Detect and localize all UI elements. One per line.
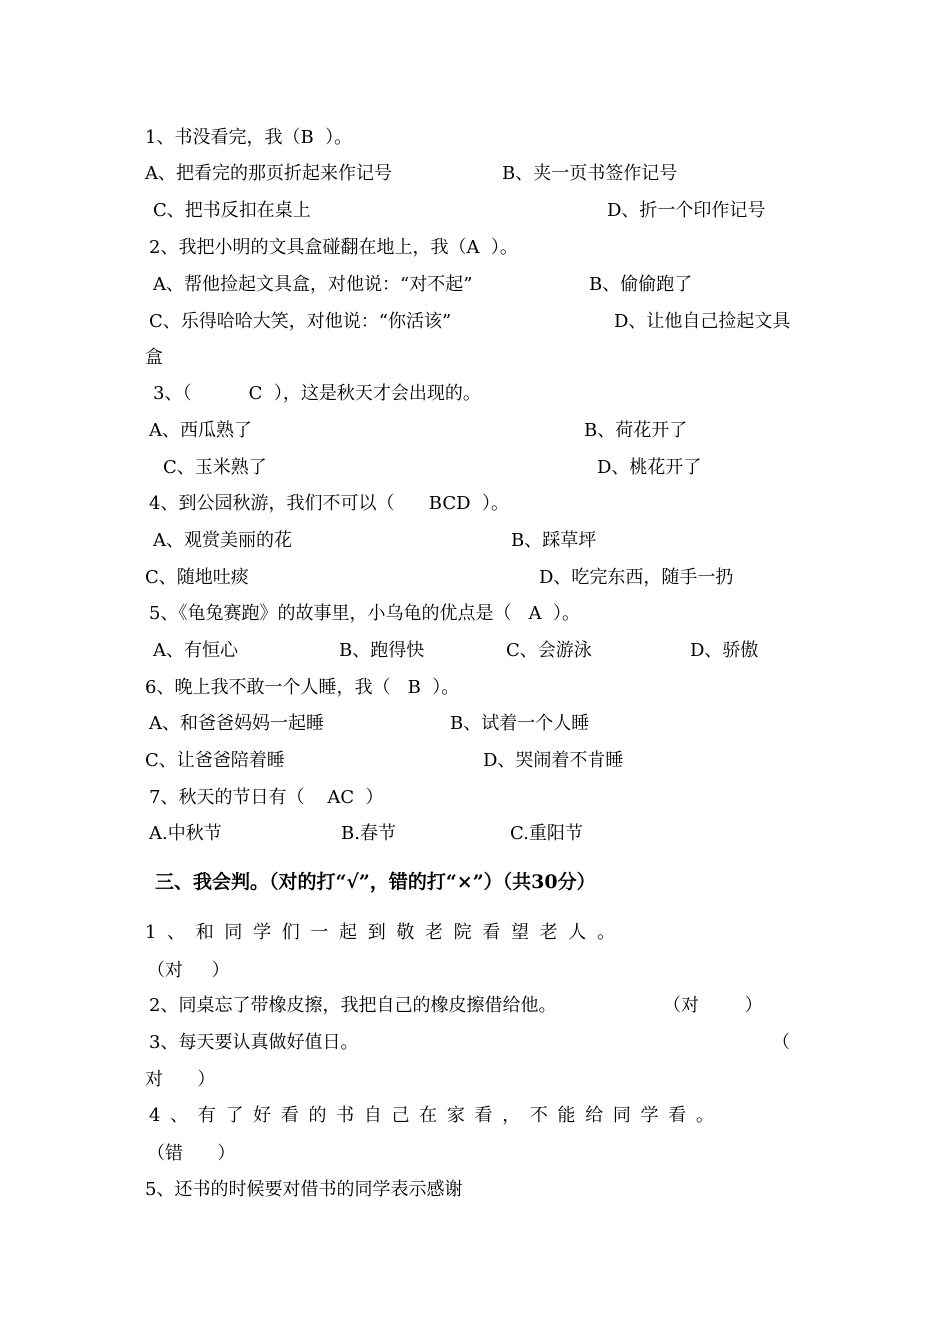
statement-char: 能	[557, 1105, 576, 1126]
q1-option-c: C、把书反扣在桌上	[153, 200, 311, 221]
statement-char: 一	[310, 922, 329, 943]
q6-stem: 6、晚上我不敢一个人睡，我（ B ）。	[145, 677, 460, 698]
statement-char: 们	[281, 922, 300, 943]
q1-option-a: A、把看完的那页折起来作记号	[145, 163, 392, 184]
statement-char: 在	[419, 1105, 438, 1126]
q6-option-a: A、和爸爸妈妈一起睡	[149, 713, 324, 734]
statement-char: 。	[596, 922, 615, 943]
statement-char: 了	[225, 1105, 244, 1126]
q2-option-d: D、让他自己捡起文具	[614, 311, 791, 332]
q4-option-d: D、吃完东西，随手一扔	[539, 567, 734, 588]
statement-char: 看	[280, 1105, 299, 1126]
statement-char: 敬	[396, 922, 415, 943]
q5-stem: 5、《龟兔赛跑》的故事里，小乌龟的优点是（ A ）。	[149, 603, 581, 624]
q3-stem: 3、（ C ），这是秋天才会出现的。	[153, 383, 481, 404]
statement-char: 院	[453, 922, 472, 943]
statement-char: 己	[391, 1105, 410, 1126]
q4-stem: 4、到公园秋游，我们不可以（ BCD ）。	[149, 493, 509, 514]
statement-char: 同	[224, 922, 243, 943]
statement-char: 给	[585, 1105, 604, 1126]
q6-option-d: D、哭闹着不肯睡	[483, 750, 624, 771]
q5-option-c: C、会游泳	[506, 640, 592, 661]
q6-option-c: C、让爸爸陪着睡	[145, 750, 285, 771]
q2-option-b: B、偷偷跑了	[589, 274, 693, 295]
judgment-1-statement	[145, 921, 615, 945]
q4-option-c: C、随地吐痰	[145, 567, 249, 588]
section-heading: 三、我会判。（对的打“√”，错的打“×”）（共30分）	[155, 871, 596, 893]
q2-option-d-continued: 盒	[145, 347, 163, 368]
statement-char: 家	[446, 1105, 465, 1126]
statement-char: 、	[170, 1105, 189, 1126]
q3-option-b: B、荷花开了	[584, 420, 688, 441]
q2-stem: 2、我把小明的文具盒碰翻在地上，我（A ）。	[149, 237, 518, 258]
statement-char: 4	[149, 1105, 161, 1126]
q3-option-c: C、玉米熟了	[163, 457, 267, 478]
q3-option-d: D、桃花开了	[597, 457, 702, 478]
statement-char: 不	[529, 1105, 548, 1126]
q3-option-a: A、西瓜熟了	[149, 420, 252, 441]
q7-option-b: B.春节	[341, 823, 396, 844]
judgment-3-answer: 对 ）	[145, 1069, 216, 1090]
statement-char: 老	[539, 922, 558, 943]
q2-option-c: C、乐得哈哈大笑，对他说：“你活该”	[149, 311, 452, 332]
statement-char: 看	[474, 1105, 493, 1126]
q1-option-b: B、夹一页书签作记号	[502, 163, 678, 184]
q1-stem: 1、书没看完，我（B ）。	[145, 127, 353, 148]
statement-char: 书	[336, 1105, 355, 1126]
statement-char: 望	[510, 922, 529, 943]
statement-char: 到	[367, 922, 386, 943]
statement-char: 看	[668, 1105, 687, 1126]
judgment-3-statement: 3、每天要认真做好值日。	[149, 1032, 359, 1053]
statement-char: 人	[568, 922, 587, 943]
judgment-2-answer: （对 ）	[663, 995, 763, 1016]
statement-char: 起	[339, 922, 358, 943]
statement-char: 。	[695, 1105, 714, 1126]
q6-option-b: B、试着一个人睡	[450, 713, 590, 734]
statement-char: 有	[197, 1105, 216, 1126]
judgment-4-answer: （错 ）	[147, 1143, 236, 1164]
q7-option-a: A.中秋节	[149, 823, 222, 844]
q5-option-d: D、骄傲	[690, 640, 759, 661]
statement-char: 自	[363, 1105, 382, 1126]
statement-char: 学	[640, 1105, 659, 1126]
q2-option-a: A、帮他捡起文具盒，对他说：“对不起”	[153, 274, 473, 295]
statement-char: 好	[253, 1105, 272, 1126]
statement-char: 和	[195, 922, 214, 943]
q1-option-d: D、折一个印作记号	[607, 200, 766, 221]
q4-option-b: B、踩草坪	[511, 530, 597, 551]
statement-char: ，	[502, 1105, 521, 1126]
q7-option-c: C.重阳节	[510, 823, 583, 844]
q5-option-a: A、有恒心	[153, 640, 238, 661]
q4-option-a: A、观赏美丽的花	[153, 530, 292, 551]
statement-char: 同	[612, 1105, 631, 1126]
statement-char: 老	[425, 922, 444, 943]
judgment-2-statement: 2、同桌忘了带橡皮擦，我把自己的橡皮擦借给他。	[149, 995, 557, 1016]
judgment-1-answer: （对 ）	[147, 960, 230, 981]
statement-char: 看	[482, 922, 501, 943]
judgment-3-paren-open: （	[772, 1032, 790, 1053]
judgment-4-statement	[149, 1104, 714, 1128]
statement-char: 学	[253, 922, 272, 943]
judgment-5-statement: 5、还书的时候要对借书的同学表示感谢	[145, 1179, 463, 1200]
q5-option-b: B、跑得快	[339, 640, 425, 661]
statement-char: 的	[308, 1105, 327, 1126]
statement-char: 、	[167, 922, 186, 943]
q7-stem: 7、秋天的节日有（ AC ）	[149, 787, 384, 808]
statement-char: 1	[145, 922, 157, 943]
